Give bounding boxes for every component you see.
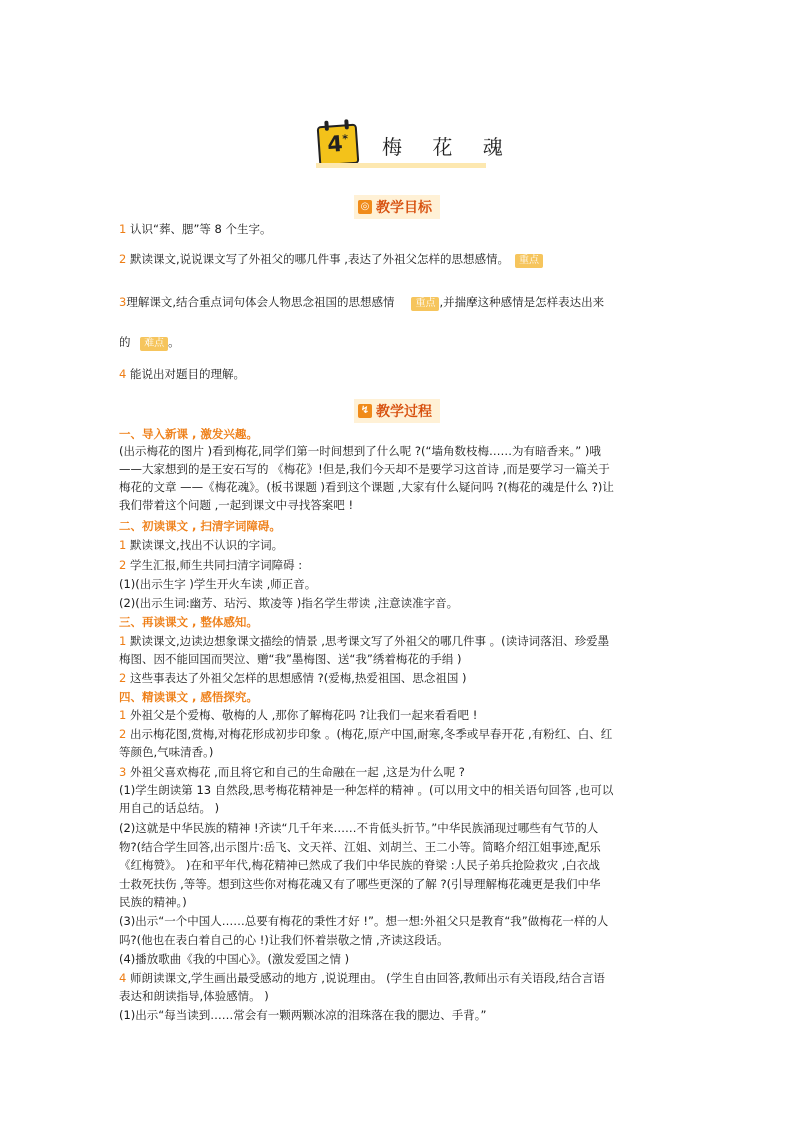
paragraph-line: (2)(出示生词:幽芳、玷污、欺凌等 )指名学生带读 ,注意读准字音。 [119,596,459,610]
paragraph-line: 用自己的话总结。 ) [119,801,220,815]
paragraph-line: 我们带着这个问题 ,一起到课文中寻找答案吧 ! [119,498,354,512]
paragraph-line: (1)学生朗读第 13 自然段,思考梅花精神是一种怎样的精神 。(可以用文中的相关语句回答 ,也可以 [119,783,614,797]
goal-4: 4 能说出对题目的理解。 [119,367,245,381]
paragraph-line: 3 外祖父喜欢梅花 ,而且将它和自己的生命融在一起 ,这是为什么呢 ? [119,765,465,779]
title-underline [316,163,486,168]
process-heading-3: 三、再读课文 , 整体感知。 [119,615,258,629]
paragraph-line: 民族的精神。) [119,895,187,909]
process-heading-2: 二、初读课文 , 扫清字词障碍。 [119,519,281,533]
paragraph-line: 1 默读课文,找出不认识的字词。 [119,538,284,552]
paragraph-line: (1)(出示生字 )学生开火车读 ,师正音。 [119,577,317,591]
paragraph-line: 表达和朗读指导,体验感情。 ) [119,989,269,1003]
paragraph-line: 吗?(他也在表白着自己的心 !)让我们怀着崇敬之情 ,齐读这段话。 [119,933,449,947]
paragraph-line: 4 师朗读课文,学生画出最受感动的地方 ,说说理由。 (学生自由回答,教师出示有关语段,结合言语 [119,971,605,985]
section-process-head [0,399,794,423]
paragraph-line: 梅图、因不能回国而哭泣、赠“我”墨梅图、送“我”绣着梅花的手绢 ) [119,652,462,666]
goal-3-cont: 的 难点 。 [119,335,180,349]
paragraph-line: 2 出示梅花图,赏梅,对梅花形成初步印象 。(梅花,原产中国,耐寒,冬季或早春开花 ,有粉红、白、红 [119,727,613,741]
paragraph-line: (3)出示“一个中国人……总要有梅花的秉性才好 !”。想一想:外祖父只是教育“我”做梅花一样的人 [119,914,609,928]
goal-1: 1 认识“葬、腮”等 8 个生字。 [119,222,272,236]
tag-difficult: 难点 [140,337,168,351]
section-goals-title: 教学目标 [376,200,432,216]
paragraph-line: (1)出示“每当读到……常会有一颗两颗冰凉的泪珠落在我的腮边、手背。” [119,1008,487,1022]
paragraph-line: (2)这就是中华民族的精神 !齐读“几千年来……不肯低头折节。”中华民族涌现过哪些有气节的人 [119,821,599,835]
section-process-title: 教学过程 [376,404,432,420]
process-heading-1: 一、导入新课 , 激发兴趣。 [119,427,258,441]
paragraph-line: 1 外祖父是个爱梅、敬梅的人 ,那你了解梅花吗 ?让我们一起来看看吧 ! [119,708,478,722]
section-goals-head [0,195,794,219]
target-icon: ◎ [358,200,372,214]
paragraph-line: (4)播放歌曲《我的中国心》。(激发爱国之情 ) [119,952,350,966]
paragraph-line: 2 学生汇报,师生共同扫清字词障碍 : [119,558,303,572]
paragraph-line: 士救死扶伤 ,等等。想到这些你对梅花魂又有了哪些更深的了解 ?(引导理解梅花魂更是我们中华 [119,877,601,891]
tag-key: 重点 [515,254,543,268]
paragraph-line: 等颜色,气味清香。) [119,745,214,759]
paragraph-line: 1 默读课文,边读边想象课文描绘的情景 ,思考课文写了外祖父的哪几件事 。(读诗词落泪、珍爱墨 [119,634,610,648]
paragraph-line: 梅花的文章 ——《梅花魂》。(板书课题 )看到这个课题 ,大家有什么疑问吗 ?(梅花的魂是什么 ?)让 [119,480,614,494]
process-heading-4: 四、精读课文 , 感悟探究。 [119,690,258,704]
goal-3: 3理解课文,结合重点词句体会人物思念祖国的思想感情 重点 ,并揣摩这种感情是怎样表达出来 [119,295,605,309]
calendar-badge-icon [317,124,360,167]
tag-key: 重点 [411,297,439,311]
paragraph-line: ——大家想到的是王安石写的 《梅花》!但是,我们今天却不是要学习这首诗 ,而是要学习一篇关于 [119,462,610,476]
paragraph-line: (出示梅花的图片 )看到梅花,同学们第一时间想到了什么呢 ?(“墙角数枝梅……为有暗香来。” )哦 [119,444,601,458]
lesson-mark: * [341,132,349,146]
paragraph-line: 《红梅赞》。 )在和平年代,梅花精神已然成了我们中华民族的脊梁 :人民子弟兵抢险救灾 ,白衣战 [119,858,600,872]
paragraph-line: 2 这些事表达了外祖父怎样的思想感情 ?(爱梅,热爱祖国、思念祖国 ) [119,671,467,685]
title-text: 梅 花 魂 [382,134,515,159]
flow-icon: ↯ [358,404,372,418]
paragraph-line: 物?(结合学生回答,出示图片:岳飞、文天祥、江姐、刘胡兰、王二小等。简略介绍江姐事迹,配乐 [119,840,601,854]
goal-2: 2 默读课文,说说课文写了外祖父的哪几件事 ,表达了外祖父怎样的思想感情。 重点 [119,251,543,268]
lesson-number: 4 [326,131,344,158]
